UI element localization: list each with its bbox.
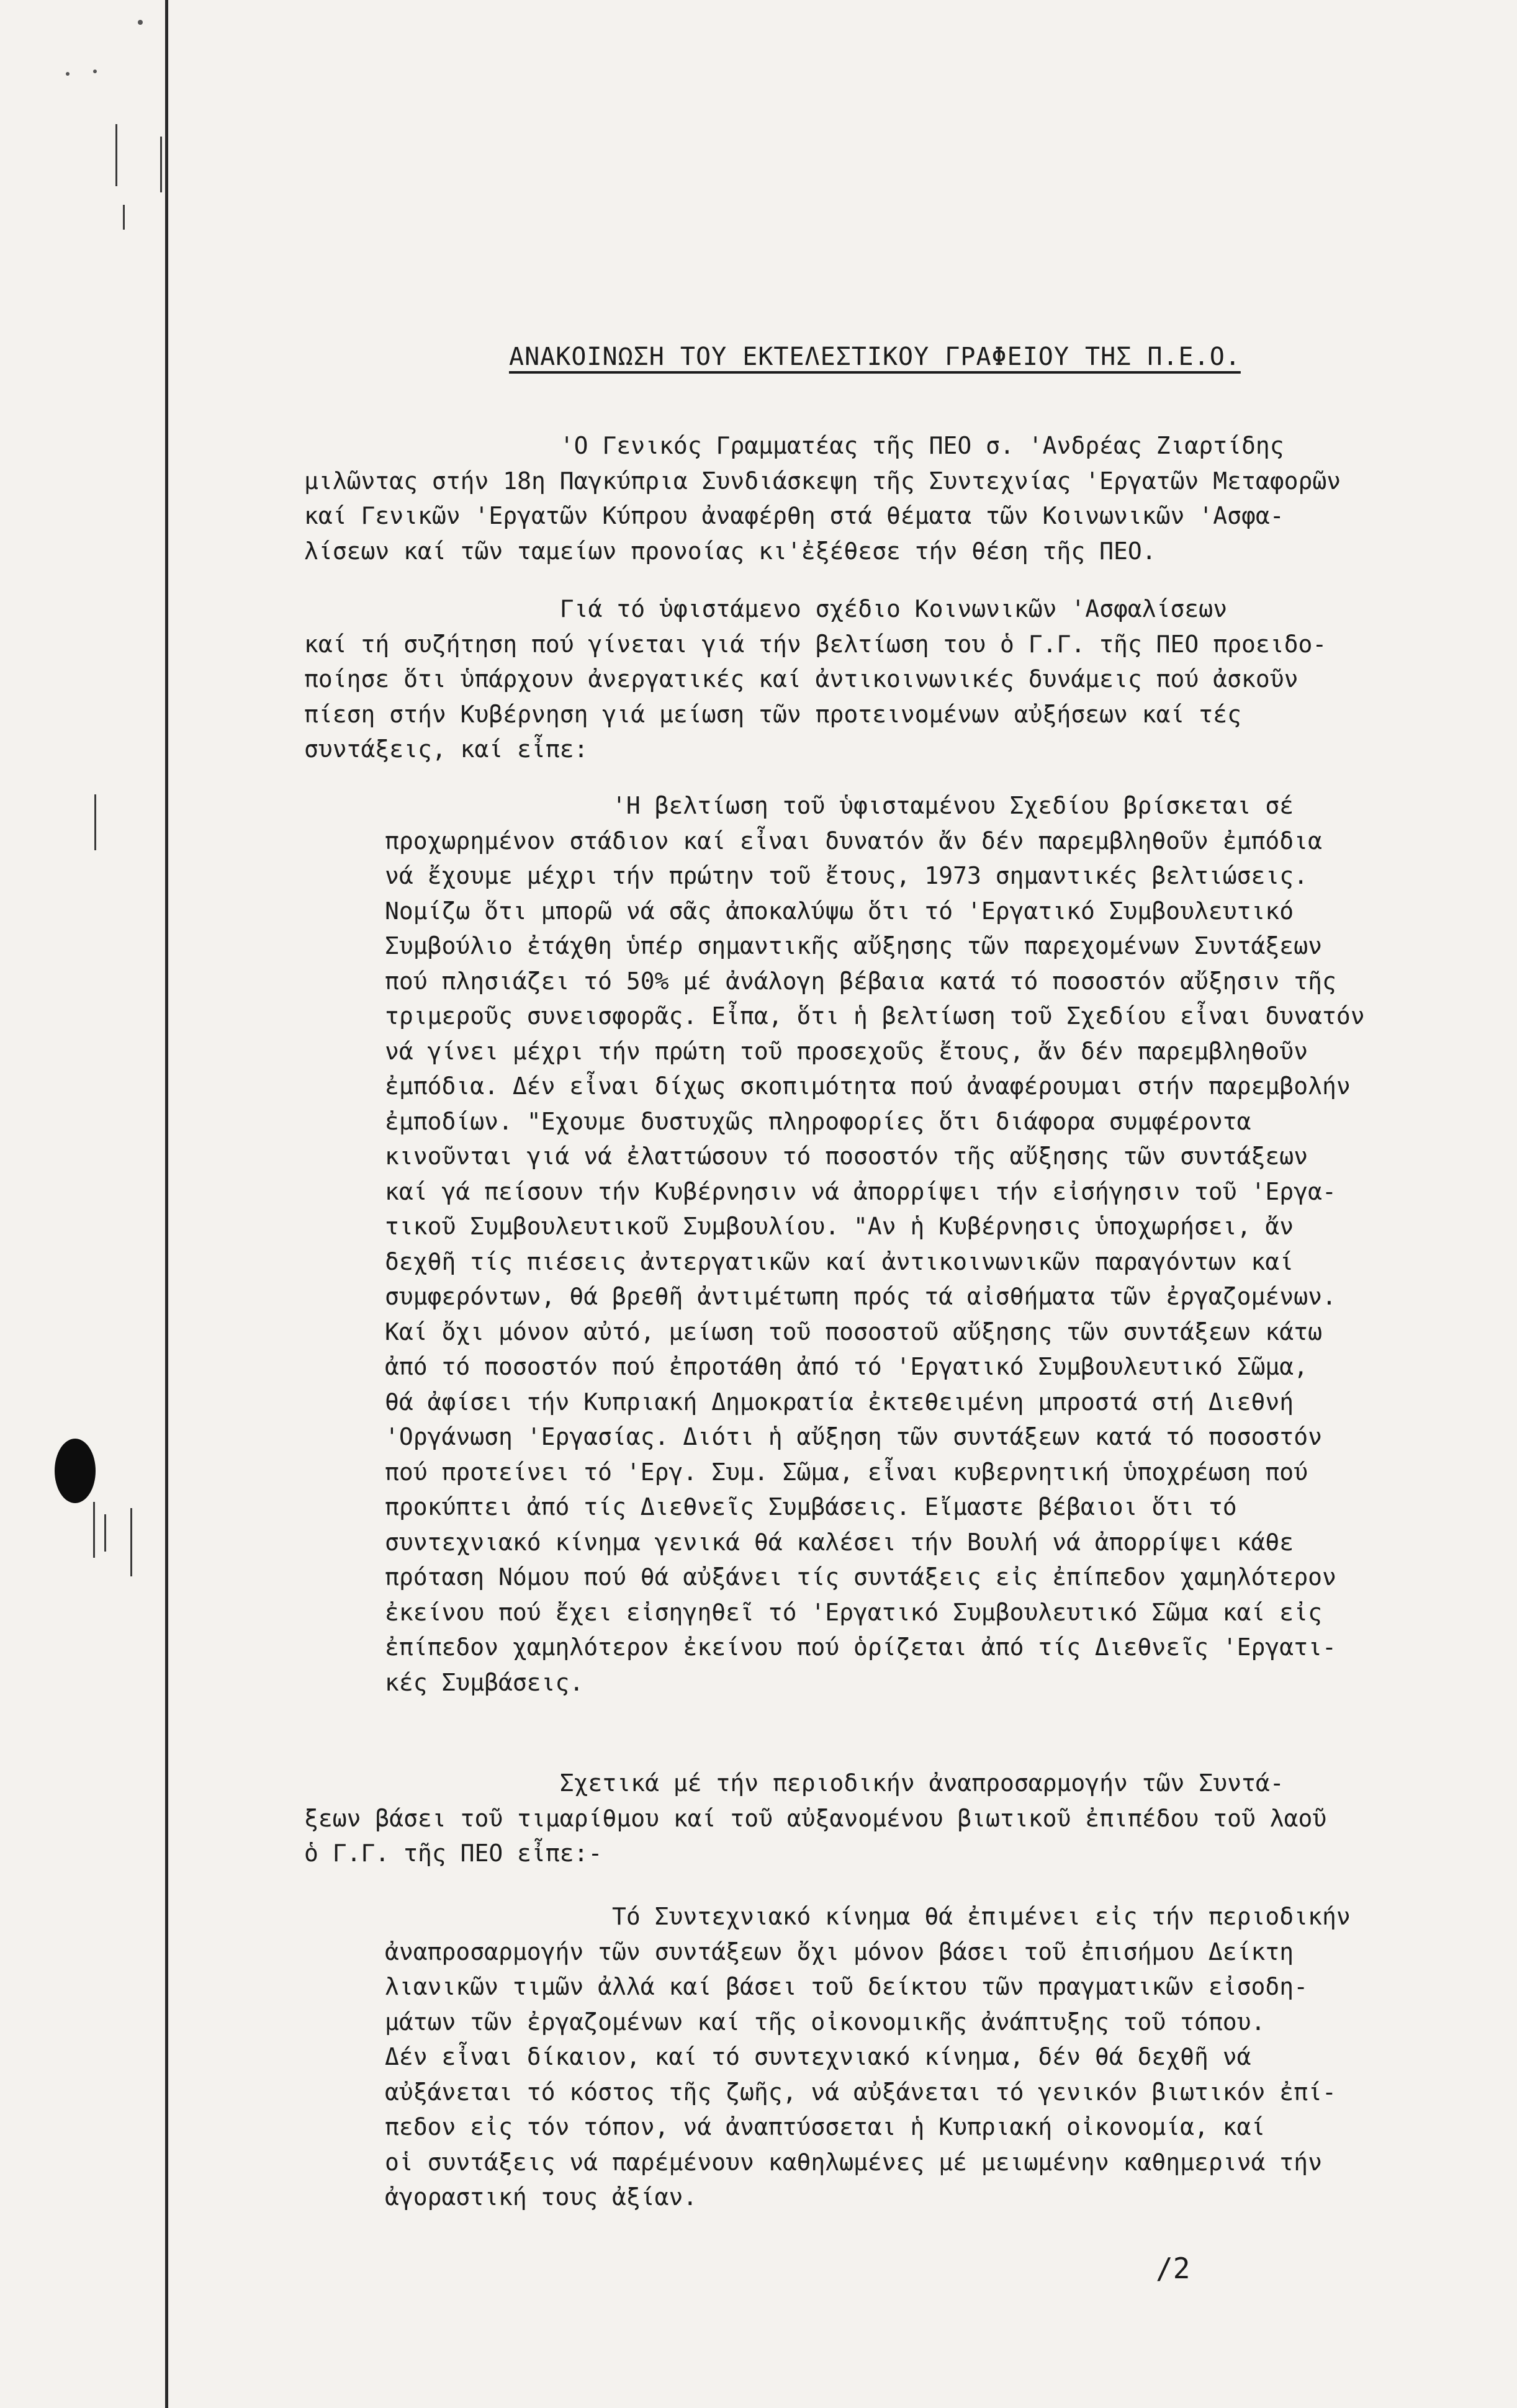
paragraph-opening: 'Ο Γενικός Γραμματέας τῆς ΠΕΟ σ. 'Ανδρέας Ζιαρτίδης μιλῶντας στήν 18η Παγκύπρια Συνδιάσκεψη τῆς Συντεχνίας 'Εργατῶν Μεταφορῶν καί Γενικῶν 'Εργατῶν Κύπρου ἀναφέρθη στά θέματα τῶν Κοινωνικῶν 'Ασφα- λίσεων καί τῶν ταμείων προνοίας κι'ἐξέθεσε τήν θέση τῆς ΠΕΟ. xyxy=(304,432,1341,565)
paragraph-pension-adjustment: Σχετικά μέ τήν περιοδικήν ἀναπροσαρμογήν τῶν Συντά- ξεων βάσει τοῦ τιμαρίθμου καί τοῦ αὐξανομένου βιωτικοῦ ἐπιπέδου τοῦ λαοῦ ὁ Γ.Γ. τῆς ΠΕΟ εἶπε:- xyxy=(304,1769,1327,1867)
page-number: /2 xyxy=(1156,2252,1191,2285)
scan-mark xyxy=(115,124,117,186)
scan-mark xyxy=(104,1514,106,1552)
scan-speck xyxy=(93,70,97,73)
scan-mark xyxy=(123,205,125,230)
scan-mark xyxy=(160,137,162,192)
paragraph-social-insurance: Γιά τό ὑφιστάμενο σχέδιο Κοινωνικῶν 'Ασφαλίσεων καί τή συζήτηση πού γίνεται γιά τήν βελτίωση του ὁ Γ.Γ. τῆς ΠΕΟ προειδο- ποίησε ὅτι ὑπάρχουν ἀνεργατικές καί ἀντικοινωνικές δυνάμεις πού ἀσκοῦν πίεση στήν Κυβέρνηση γιά μείωση τῶν προτεινομένων αὐξήσεων καί τές συντάξεις, καί εἶπε: xyxy=(304,595,1327,763)
scan-mark xyxy=(130,1508,132,1576)
document-title: ΑΝΑΚΟΙΝΩΣΗ ΤΟΥ ΕΚΤΕΛΕΣΤΙΚΟΥ ΓΡΑΦΕΙΟΥ ΤΗΣ Π.Ε.Ο. xyxy=(509,343,1241,371)
quote-trade-union-movement: Τό Συντεχνιακό κίνημα θά ἐπιμένει εἰς τήν περιοδικήν ἀναπροσαρμογήν τῶν συντάξεων ὄχι μόνον βάσει τοῦ ἐπισήμου Δείκτη λιανικῶν τιμῶν ἀλλά καί βάσει τοῦ δείκτου τῶν πραγματικῶν εἰσοδη- μάτων τῶν ἐργαζομένων καί τῆς οἰκονομικῆς ἀνάπτυξης τοῦ τόπου. Δέν εἶναι δίκαιον, καί τό συντεχνιακό κίνημα, δέν θά δεχθῆ νά αὐξάνεται τό κόστος τῆς ζωῆς, νά αὐξάνεται τό γενικόν βιωτικόν ἐπί- πεδον εἰς τόν τόπον, νά ἀναπτύσσεται ἡ Κυπριακή οἰκονομία, καί οἱ συντάξεις νά παρέμένουν καθηλωμένες μέ μειωμένην καθημερινά τήν ἀγοραστική τους ἀξίαν. xyxy=(385,1903,1351,2211)
punch-hole xyxy=(55,1439,96,1503)
margin-rule xyxy=(165,0,168,2408)
quote-pension-improvement: 'Η βελτίωση τοῦ ὑφισταμένου Σχεδίου βρίσκεται σέ προχωρημένον στάδιον καί εἶναι δυνατόν ἄν δέν παρεμβληθοῦν ἐμπόδια νά ἔχουμε μέχρι τήν πρώτην τοῦ ἔτους, 1973 σημαντικές βελτιώσεις. Νομίζω ὅτι μπορῶ νά σᾶς ἀποκαλύψω ὅτι τό 'Εργατικό Συμβουλευτικό Συμβούλιο ἐτάχθη ὑπέρ σημαντικῆς αὔξησης τῶν παρεχομένων Συντάξεων πού πλησιάζει τό 50% μέ ἀνάλογη βέβαια κατά τό ποσοστόν αὔξησιν τῆς τριμεροῦς συνεισφορᾶς. Εἶπα, ὅτι ἡ βελτίωση τοῦ Σχεδίου εἶναι δυνατόν νά γίνει μέχρι τήν πρώτη τοῦ προσεχοῦς ἔτους, ἄν δέν παρεμβληθοῦν ἐμπόδια. Δέν εἶναι δίχως σκοπιμότητα πού ἀναφέρουμαι στήν παρεμβολήν ἐμποδίων. "Εχουμε δυστυχῶς πληροφορίες ὅτι διάφορα συμφέροντα κινοῦνται γιά νά ἐλαττώσουν τό ποσοστόν τῆς αὔξησης τῶν συντάξεων καί γά πείσουν τήν Κυβέρνησιν νά ἀπορρίψει τήν εἰσήγησιν τοῦ 'Εργα- τικοῦ Συμβουλευτικοῦ Συμβουλίου. "Αν ἡ Κυβέρνησις ὑποχωρήσει, ἄν δεχθῆ τίς πιέσεις ἀντεργατικῶν καί ἀντικοινωνικῶν παραγόντων καί συμφερόντων, θά βρεθῆ ἀντιμέτωπη πρός τά αἰσθήματα τῶν ἐργαζομένων. Καί ὄχι μόνον αὐτό, μείωση τοῦ ποσοστοῦ αὔξησης τῶν συντάξεων κάτω ἀπό τό ποσοστόν πού ἐπροτάθη ἀπό τό 'Εργατικό Συμβουλευτικό Σῶμα, θά ἀφίσει τήν Κυπριακή Δημοκρατία ἐκτεθειμένη μπροστά στή Διεθνή 'Οργάνωση 'Εργασίας. Διότι ἡ αὔξηση τῶν συντάξεων κατά τό ποσοστόν πού προτείνει τό 'Εργ. Συμ. Σῶμα, εἶναι κυβερνητική ὑποχρέωση πού προκύπτει ἀπό τίς Διεθνεῖς Συμβάσεις. Εἴμαστε βέβαιοι ὅτι τό συντεχνιακό κίνημα γενικά θά καλέσει τήν Βουλή νά ἀπορρίψει κάθε πρόταση Νόμου πού θά αὐξάνει τίς συντάξεις εἰς ἐπίπεδον χαμηλότερον ἐκείνου πού ἔχει εἰσηγηθεῖ τό 'Εργατικό Συμβουλευτικό Σῶμα καί εἰς ἐπίπεδον χαμηλότερον ἐκείνου πού ὁρίζεται ἀπό τίς Διεθνεῖς 'Εργατι- κές Συμβάσεις. xyxy=(385,792,1365,1696)
scan-speck xyxy=(138,20,143,25)
scan-speck xyxy=(66,72,70,76)
scan-mark xyxy=(93,1502,95,1558)
scan-mark xyxy=(94,794,96,850)
